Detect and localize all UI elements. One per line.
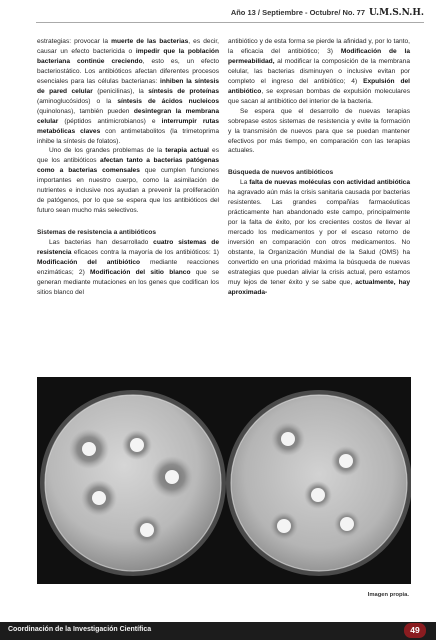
petri-dishes-illustration	[37, 377, 411, 584]
page-footer	[0, 622, 436, 640]
paragraph-antibiotic-strategies: estrategias: provocar la muerte de las bacterias, es decir, causar un efecto bactericida o impedir que la población bacteriana continúe creciendo, esto es, un efecto bacteriostático. Los antibióticos afectan diferentes procesos esenciales para las células bacterianas: inhiben la síntesis de pared celular (penicilinas), la síntesis de proteínas (aminoglucósidos) o la síntesis de ácidos nucleicos (quinolonas), también pueden desintegran la membrana celular (péptidos antimicrobianos) e interrumpir rutas metabólicas claves con antimetabolitos (la trimetoprima inhibe la síntesis de folatos).	[37, 38, 220, 145]
paragraph-new-therapies: Se espera que el desarrollo de nuevas terapias sobrepase estos sistemas de resistencia y evite la formación y la transmisión de nuevos para que se puedan mantener efectivos por más tiempo, en comparación con las terapias actuales.	[228, 107, 410, 155]
paragraph-resistance-continued: antibiótico y de esta forma se pierde la afinidad y, por lo tanto, la eficacia del antibiótico; 3) Modificación de la permeabilidad, al modificar la composición de la membrana celular, las bacterias disminuyen o inclusive evitan por completo el ingreso del antibiótico; 4) Expulsión del antibiótico, se expresan bombas de expulsión moleculares que sacan al antibiótico del interior de la bacteria.	[228, 38, 410, 105]
right-text-column	[228, 37, 410, 298]
institution-name: U.M.S.N.H.	[369, 8, 424, 18]
section-heading-resistance: Sistemas de resistencia a antibióticos	[37, 229, 157, 237]
section-heading-new-antibiotics: Búsqueda de nuevos antibióticos	[228, 169, 334, 177]
left-text-column	[37, 37, 219, 298]
image-credit: Imagen propia.	[367, 592, 409, 598]
footer-title: Coordinación de la Investigación Científica	[8, 626, 152, 633]
paragraph-therapy-problem: Uno de los grandes problemas de la terapia actual es que los antibióticos afectan tanto a bacterias patógenas como a bacterias comensales que cumplen funciones importantes en nuestro cuerpo, como la asimilación de nutrientes e inclusive nos ayudan a prevenir la proliferación de patógenos, por lo que se espera que los antibióticos del futuro sean mucho más selectivos.	[37, 147, 220, 215]
petri-dish-photo	[37, 377, 411, 584]
issue-info: Año 13 / Septiembre - Octubre/ No. 77	[230, 8, 366, 17]
petri-dish-left	[40, 390, 226, 576]
paragraph-resistance-systems: Las bacterias han desarrollado cuatro sistemas de resistencia eficaces contra la mayoría de los antibióticos: 1) Modificación del antibiótico mediante reacciones enzimáticas; 2) Modificación del sitio blanco que se generan mediante mutaciones en los genes que codifican los sitios blanco del	[37, 239, 219, 296]
running-header	[231, 8, 424, 18]
page-number-badge: 49	[404, 623, 426, 638]
paragraph-antibiotic-search: La falta de nuevas moléculas con actividad antibiótica ha agravado aún más la crisis sanitaria causada por bacterias resistentes. Las grandes compañías farmacéuticas prácticamente han abandonado este campo, principalmente por la falta de éxito, por los crecientes costos de llevar al mercado los medicamentos y por el escaso retorno de inversión en comparación con otros medicamentos. No obstante, la Organización Mundial de la Salud (OMS) ha convertido en una prioridad máxima la búsqueda de nuevas estrategias que puedan aliviar la crisis actual, pero estamos muy lejos de tener éxito y se sabe que, actualmente, hay aproximada-	[228, 179, 410, 296]
header-divider	[36, 22, 424, 23]
